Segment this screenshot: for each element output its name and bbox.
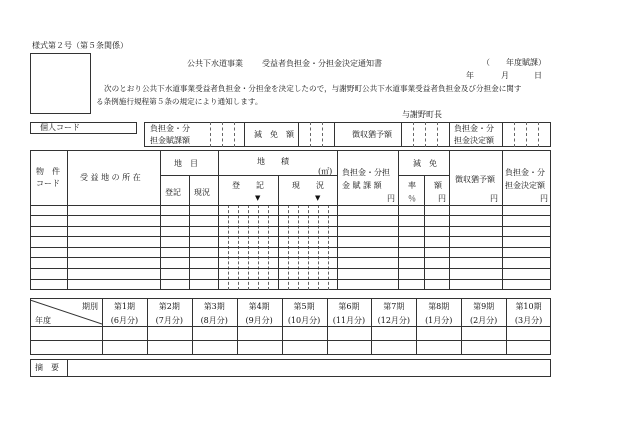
main-assessed-yen: 円 (387, 194, 395, 203)
personal-code-label: 個人コード (40, 123, 80, 132)
schedule-period-month: (9月分) (245, 316, 273, 325)
schedule-period-month: (12月分) (377, 316, 411, 325)
title-right: 受益者負担金・分担金決定通知書 (262, 59, 382, 68)
summary-assessed-2: 担金賦課額 (150, 136, 190, 145)
remarks-label: 摘 要 (35, 363, 59, 372)
main-assessed-2: 金 賦 課 額 (342, 181, 382, 190)
area-registered-marker-icon: ▼ (255, 194, 261, 202)
schedule-period-month: (10月分) (287, 316, 321, 325)
schedule-period-name: 第2期 (158, 302, 180, 311)
area-header: 地 積 (257, 157, 289, 166)
main-decided-2: 担金決定額 (505, 181, 545, 190)
reduction-amount: 額 (434, 181, 442, 190)
reduction-header: 減 免 (413, 159, 437, 168)
schedule-period-name: 第7期 (383, 302, 405, 311)
land-category-header: 地 目 (174, 159, 198, 168)
summary-collection: 徴収猶予額 (352, 130, 392, 139)
schedule-period-name: 第10期 (515, 302, 542, 311)
summary-assessed-1: 負担金・分 (150, 124, 190, 133)
property-code-2: コード (36, 179, 60, 188)
schedule-period-label: 期別 (82, 302, 98, 311)
seal-box (30, 53, 91, 114)
schedule-period-month: (1月分) (425, 316, 453, 325)
schedule-period-name: 第5期 (293, 302, 315, 311)
schedule-period-name: 第6期 (338, 302, 360, 311)
summary-decided-1: 負担金・分 (454, 124, 494, 133)
reduction-rate: 率 (408, 181, 416, 190)
date-month: 月 (501, 71, 509, 80)
schedule-period-month: (2月分) (469, 316, 498, 325)
date-year: 年 (466, 71, 474, 80)
location-header: 受 益 地 の 所 在 (80, 173, 141, 182)
schedule-period-month: (11月分) (332, 316, 366, 325)
fiscal-year: （ 年度賦課） (482, 58, 546, 67)
area-unit: (㎡) (318, 167, 333, 176)
schedule-period-month: (6月分) (110, 316, 139, 325)
main-collection-yen: 円 (490, 194, 498, 203)
schedule-period-month: (8月分) (200, 316, 228, 325)
area-current-header: 現 況 (292, 181, 324, 190)
reduction-percent: ％ (408, 194, 416, 203)
main-decided-1: 負担金・分 (505, 168, 545, 177)
schedule-year-label: 年度 (35, 316, 51, 325)
schedule-period-name: 第1期 (113, 302, 135, 311)
reduction-yen: 円 (438, 194, 446, 203)
land-current-header: 現況 (194, 188, 210, 197)
form-number: 様式第２号（第５条関係） (32, 41, 128, 50)
schedule-period-month: (3月分) (514, 316, 543, 325)
summary-decided-2: 担金決定額 (454, 136, 494, 145)
property-code-1: 物 件 (36, 167, 60, 176)
schedule-period-name: 第8期 (428, 302, 450, 311)
schedule-period-month: (7月分) (155, 316, 183, 325)
main-table (30, 150, 551, 290)
area-registered-header: 登 記 (232, 181, 264, 190)
date-day: 日 (534, 71, 542, 80)
schedule-period-name: 第4期 (248, 302, 270, 311)
title-left: 公共下水道事業 (187, 59, 243, 68)
issuer: 与謝野町長 (402, 110, 442, 119)
main-collection: 徴収猶予額 (455, 175, 495, 184)
schedule-period-name: 第3期 (203, 302, 225, 311)
schedule-period-name: 第9期 (473, 302, 495, 311)
body-line-2: る条例施行規程第５条の規定により通知します。 (96, 97, 263, 106)
area-current-marker-icon: ▼ (315, 194, 321, 202)
remarks-box (30, 359, 551, 377)
land-registered-header: 登記 (165, 188, 181, 197)
main-assessed-1: 負担金・分担 (342, 168, 390, 177)
summary-reduction: 減 免 額 (254, 130, 294, 139)
body-line-1: 次のとおり公共下水道事業受益者負担金・分担金を決定したので，与謝野町公共下水道事業受益者負担金及び分担金に関す (104, 84, 522, 93)
main-decided-yen: 円 (540, 194, 548, 203)
